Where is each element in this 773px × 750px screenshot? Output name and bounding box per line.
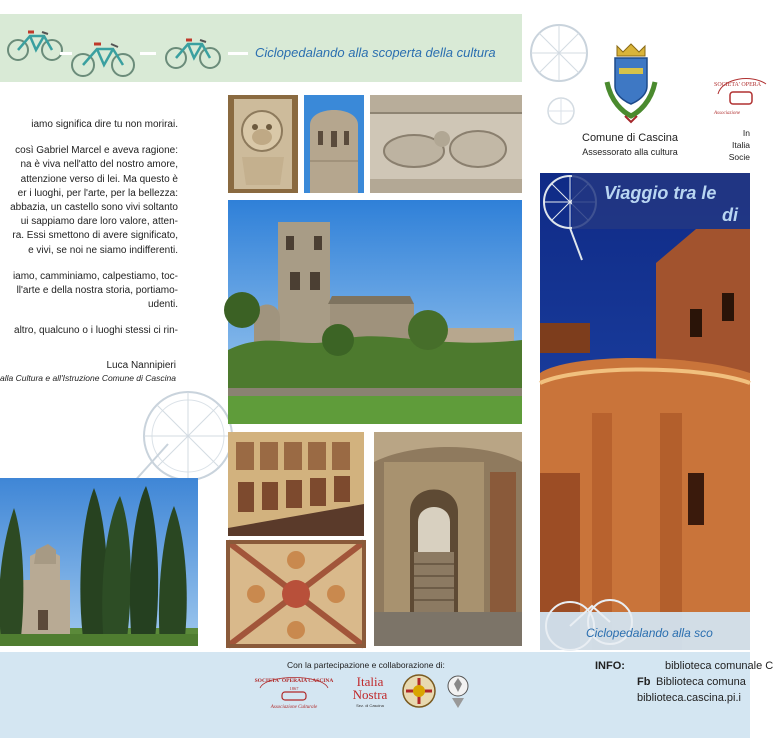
info-website-link[interactable]: biblioteca.cascina.pi.i [637,692,741,704]
logo-subtitle: Associazione Culturale [270,705,318,710]
stone-archway-photo [374,432,522,646]
logo-line2: Nostra [352,687,388,702]
intro-paragraph: iamo significa dire tu non morirai. [31,119,178,130]
partner-fragment-line: Socie [728,152,750,162]
intro-paragraph: iamo, camminiamo, calpestiamo, toc- ll'arte e della nostra storia, portiamo- udenti. [12,270,178,311]
bicycle-wheel-icon [546,96,576,131]
collaboration-label: Con la partecipazione e collaborazione di: [287,660,445,670]
church-tower-photo [228,200,522,424]
medallion-logo [446,672,470,715]
intro-text [0,118,178,351]
lion-sculpture-photo [228,95,298,193]
bell-tower-photo [304,95,364,193]
banner-dash [228,52,248,55]
intro-paragraph: così Gabriel Marcel e aveva ragione: na è viva nell'atto del nostro amore, attenzione verso di lei. Ma questo è er i luoghi, per l'arte, per la bellezza: abbazia, un castello sono vivi soltanto ui sappiamo dare loro valore, atten- ra. Essi smettono di avere significato, e vivi, se noi ne siamo indifferenti. [10,145,178,256]
cover-title-line2: di [722,205,738,225]
societa-operaia-cascina-logo [256,672,332,715]
intro-paragraph: altro, qualcuno o i luoghi stessi ci rin- [14,325,178,337]
info-library: biblioteca comunale C [665,660,773,672]
logo-year: 1867 [289,686,299,691]
info-label: INFO: [595,660,625,672]
logo-subtitle: Associazione [714,111,741,116]
logo-line1: Italia [356,674,384,689]
comune-name: Comune di Cascina [582,132,678,144]
cascina-crest-logo [603,42,659,133]
italia-nostra-logo [344,672,396,713]
fresco-wall-photo [228,432,364,536]
bicycle-wheel-icon [528,22,590,89]
partner-fragment-line: In [742,128,750,138]
cover-tagline: Ciclopedalando alla sco [586,626,713,640]
comune-department: Assessorato alla cultura [582,147,678,157]
painted-vault-photo [228,542,364,646]
heraldic-seal-logo [402,674,436,713]
bicycle-icon [6,26,64,62]
signature-role: alla Cultura e all'Istruzione Comune di Cascina [0,373,176,383]
signature-name: Luca Nannipieri [106,360,176,371]
info-facebook-page: Biblioteca comuna [656,676,746,688]
logo-subtitle: Sez. di Cascina [356,703,384,708]
logo-title: SOCIETA' OPERAIA CASCINA [254,678,334,684]
cover-title: Viaggio tra le [604,183,717,203]
partner-text-fragment [722,127,750,163]
banner-dash [140,52,156,55]
chapel-photo [0,478,198,646]
societa-operaia-logo [712,70,762,118]
partner-fragment-line: Italia [732,140,750,150]
banner-tagline: Ciclopedalando alla scoperta della cultura [255,45,496,60]
banner-dash [60,52,72,55]
relief-frieze-photo [370,95,522,193]
logo-title: SOCIETA' OPERA [714,82,762,88]
bicycle-icon [164,34,222,70]
bicycle-icon [70,38,136,78]
facebook-label: Fb [637,676,651,688]
